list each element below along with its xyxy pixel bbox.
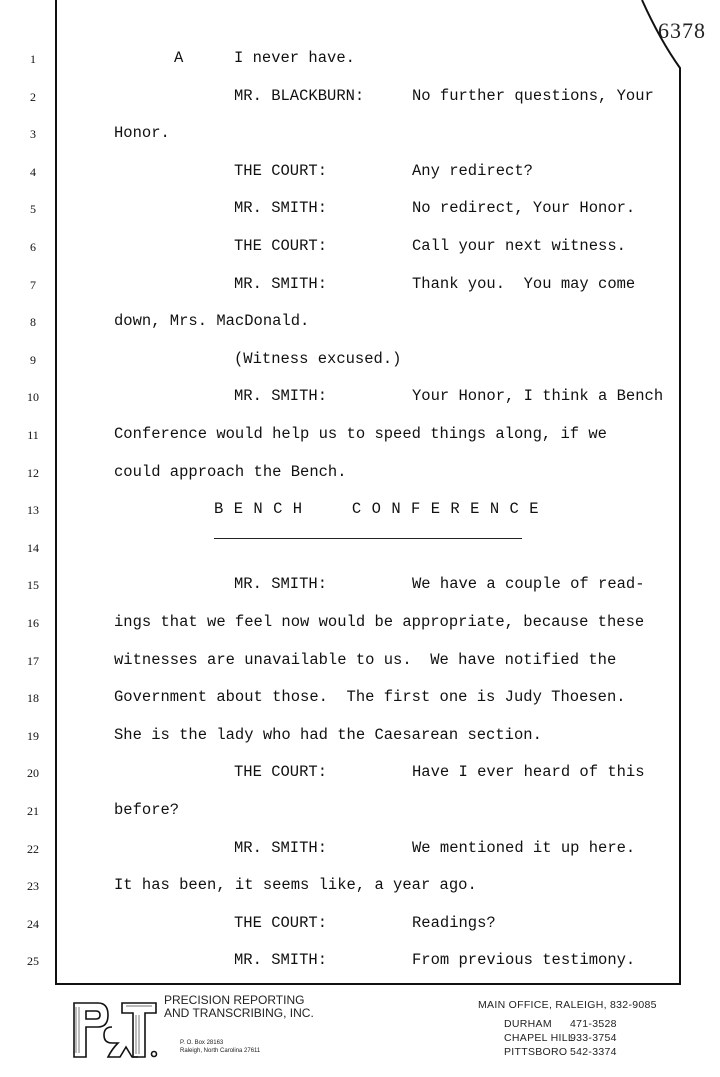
location-name: DURHAM (504, 1018, 552, 1030)
line-number: 11 (27, 428, 39, 442)
testimony-text: down, Mrs. MacDonald. (114, 312, 310, 330)
line-number: 19 (27, 729, 39, 743)
testimony-text: could approach the Bench. (114, 463, 347, 481)
location-phone: 542-3374 (570, 1046, 617, 1058)
speaker-label: MR. SMITH: (234, 275, 328, 293)
testimony-text: Government about those. The first one is Judy Thoesen. (114, 688, 626, 706)
speaker-label: MR. SMITH: (234, 387, 328, 405)
company-line-2: AND TRANSCRIBING, INC. (164, 1006, 314, 1020)
location-phone: 933-3754 (570, 1032, 617, 1044)
testimony-text: witnesses are unavailable to us. We have notified the (114, 651, 617, 669)
section-heading: BENCH CONFERENCE (214, 500, 549, 518)
parenthetical-note: (Witness excused.) (234, 350, 402, 368)
line-number: 16 (27, 616, 39, 630)
testimony-text: No redirect, Your Honor. (412, 199, 636, 217)
location-phone: 471-3528 (570, 1018, 617, 1030)
pt-logo (70, 997, 158, 1063)
line-number: 13 (27, 503, 39, 517)
testimony-text: No further questions, Your (412, 87, 654, 105)
testimony-text: Call your next witness. (412, 237, 626, 255)
testimony-text: Your Honor, I think a Bench (412, 387, 664, 405)
line-number: 12 (27, 466, 39, 480)
line-number: 25 (27, 954, 39, 968)
line-number: 18 (27, 691, 39, 705)
line-number: 23 (27, 879, 39, 893)
company-name (164, 994, 314, 1020)
speaker-label: MR. SMITH: (234, 839, 328, 857)
line-number: 10 (27, 390, 39, 404)
speaker-label: MR. SMITH: (234, 951, 328, 969)
speaker-label: THE COURT: (234, 237, 328, 255)
testimony-text: Have I ever heard of this (412, 763, 645, 781)
line-number: 8 (30, 315, 36, 329)
testimony-text: Thank you. You may come (412, 275, 636, 293)
testimony-text: We have a couple of read- (412, 575, 645, 593)
testimony-text: ings that we feel now would be appropriate, because these (114, 613, 645, 631)
testimony-text: Any redirect? (412, 162, 533, 180)
testimony-text: Honor. (114, 124, 170, 142)
line-number: 6 (30, 240, 36, 254)
heading-underline (214, 538, 522, 539)
line-number: 15 (27, 578, 39, 592)
testimony-text: It has been, it seems like, a year ago. (114, 876, 477, 894)
line-number: 1 (30, 52, 36, 66)
line-number: 9 (30, 353, 36, 367)
location-name: CHAPEL HILL (504, 1032, 575, 1044)
line-number: 5 (30, 202, 36, 216)
testimony-text: From previous testimony. (412, 951, 636, 969)
speaker-label: THE COURT: (234, 914, 328, 932)
company-address (180, 1039, 260, 1055)
testimony-text: before? (114, 801, 180, 819)
testimony-text: I never have. (234, 49, 355, 67)
speaker-label: MR. SMITH: (234, 199, 328, 217)
testimony-text: Conference would help us to speed things along, if we (114, 425, 607, 443)
page-number: 6378 (658, 18, 706, 43)
line-number: 7 (30, 278, 36, 292)
line-number: 24 (27, 917, 39, 931)
location-name: PITTSBORO (504, 1046, 568, 1058)
line-number: 3 (30, 127, 36, 141)
speaker-label: MR. BLACKBURN: (234, 87, 365, 105)
company-line-1: PRECISION REPORTING (164, 993, 305, 1007)
testimony-text: We mentioned it up here. (412, 839, 636, 857)
testimony-text: She is the lady who had the Caesarean section. (114, 726, 542, 744)
main-office: MAIN OFFICE, RALEIGH, 832-9085 (478, 999, 657, 1011)
speaker-label: MR. SMITH: (234, 575, 328, 593)
line-number: 4 (30, 165, 36, 179)
testimony-text: Readings? (412, 914, 496, 932)
city-state: Raleigh, North Carolina 27611 (180, 1048, 261, 1054)
line-number: 21 (27, 804, 39, 818)
line-number: 17 (27, 654, 39, 668)
speaker-label: THE COURT: (234, 162, 328, 180)
answer-marker: A (174, 49, 184, 67)
line-number: 20 (27, 766, 39, 780)
po-box: P. O. Box 28163 (180, 1040, 224, 1046)
line-number: 2 (30, 90, 36, 104)
line-number: 14 (27, 541, 39, 555)
line-number: 22 (27, 842, 39, 856)
speaker-label: THE COURT: (234, 763, 328, 781)
